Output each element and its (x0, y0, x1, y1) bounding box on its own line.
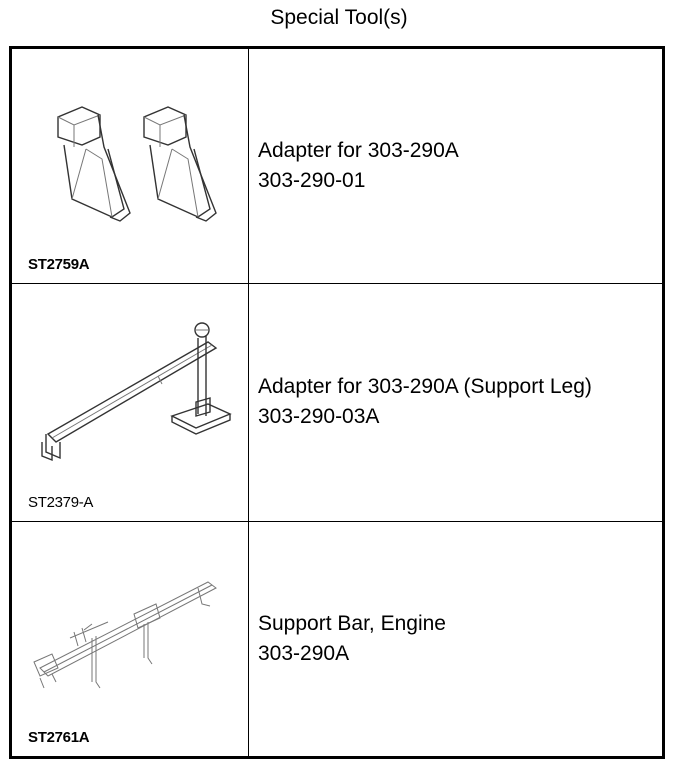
tool-image-cell (11, 521, 249, 757)
tool-description-cell (249, 521, 664, 757)
tool-image-cell (11, 284, 249, 521)
tool-number: 303-290-03A (258, 405, 380, 429)
adapter-brackets-icon (12, 49, 248, 283)
tool-number: 303-290A (258, 641, 350, 665)
table-row (11, 284, 664, 521)
engine-support-bar-icon (12, 522, 248, 756)
tool-figure-code: ST2759A (28, 256, 90, 274)
table-row (11, 521, 664, 757)
tool-description-cell (249, 284, 664, 521)
tool-figure-code: ST2379-A (28, 493, 94, 511)
tool-name: Support Bar, Engine (258, 611, 446, 635)
tool-figure-code: ST2761A (28, 729, 90, 746)
support-leg-icon (12, 284, 248, 520)
table-row (11, 48, 664, 284)
tool-name: Adapter for 303-290A (Support Leg) (258, 375, 592, 399)
tool-number: 303-290-01 (258, 169, 366, 193)
tool-description-cell (249, 48, 664, 284)
special-tools-table (9, 46, 665, 759)
tool-image-cell (11, 48, 249, 284)
page-title: Special Tool(s) (270, 6, 408, 29)
tool-name: Adapter for 303-290A (258, 139, 459, 163)
